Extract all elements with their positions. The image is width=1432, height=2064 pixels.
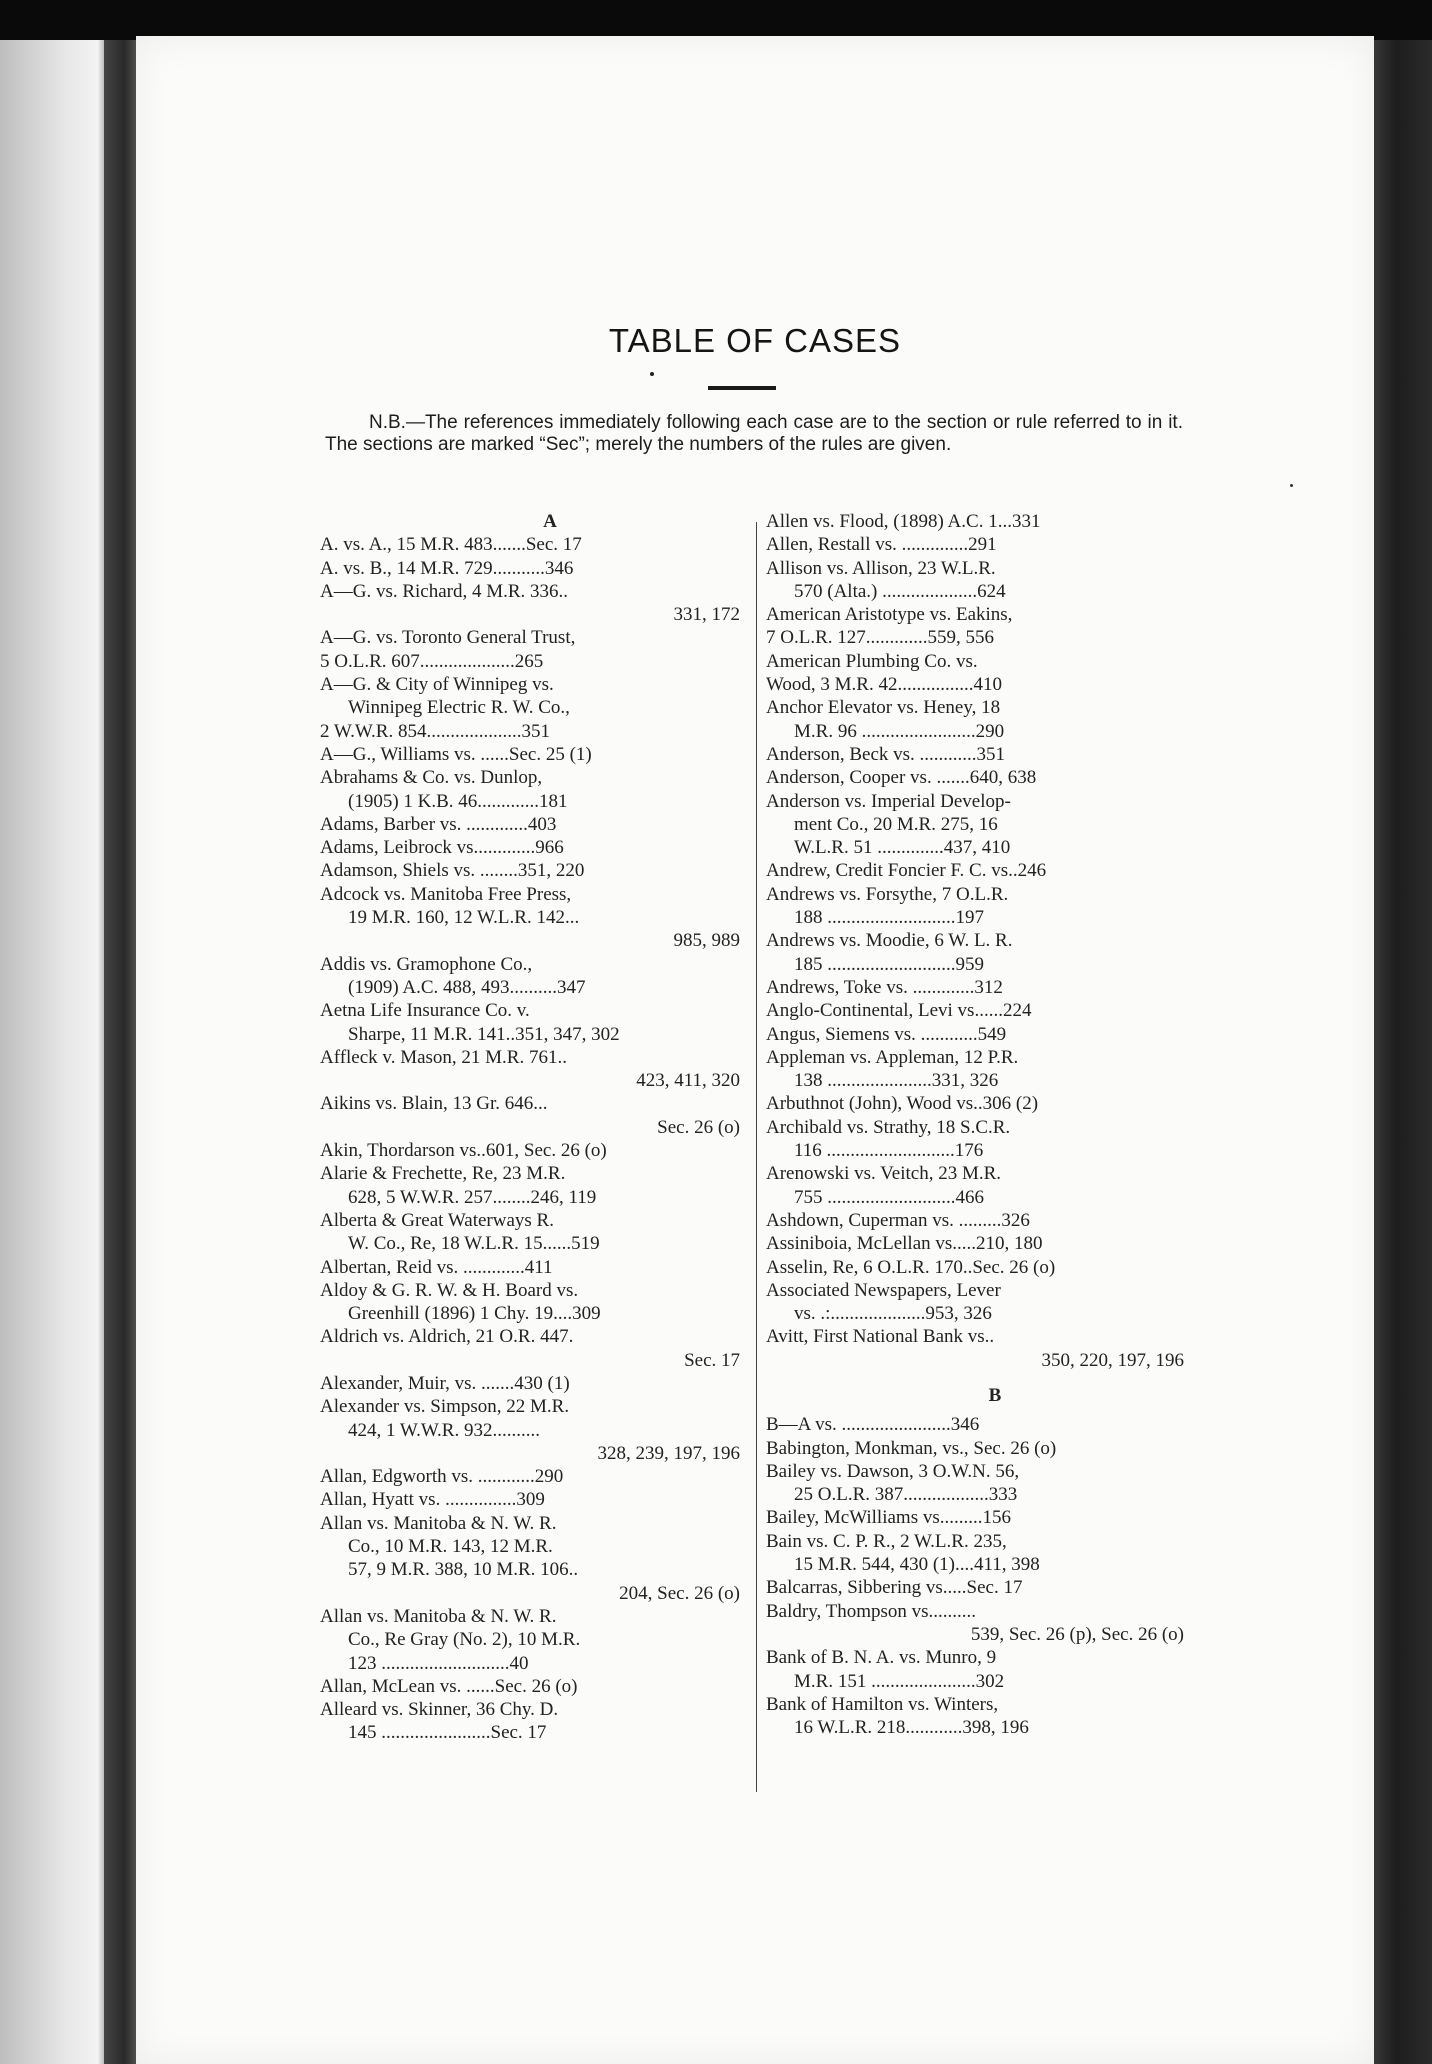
intro-note: N.B.—The references immediately following each case are to the section or rule referred to in it. The sections are marked “Sec”; merely the numbers of the rules are given. (325, 412, 1183, 455)
left-column-entry-line: Aikins vs. Blain, 13 Gr. 646... (320, 1093, 548, 1115)
left-column-entry-line: Greenhill (1896) 1 Chy. 19....309 (348, 1303, 601, 1325)
left-column-entry-line: 123 ...........................40 (348, 1652, 529, 1674)
left-column (320, 510, 740, 1745)
right-column-entry-line: 16 W.L.R. 218............398, 196 (794, 1717, 1029, 1739)
left-column-entry-line: Sec. 17 (684, 1349, 740, 1371)
right-column-entry-line: Allison vs. Allison, 23 W.L.R. (766, 557, 996, 579)
left-column-entry-line: Sharpe, 11 M.R. 141..351, 347, 302 (348, 1023, 620, 1045)
right-column-entry-line: 138 ......................331, 326 (794, 1070, 999, 1092)
scan-speck (1290, 484, 1293, 487)
left-column-entry-line: 2 W.W.R. 854....................351 (320, 720, 550, 742)
right-column-entry-line: Anderson, Beck vs. ............351 (766, 743, 1006, 765)
left-column-entry-line: Aldrich vs. Aldrich, 21 O.R. 447. (320, 1326, 574, 1348)
left-column-entry-line: Adams, Barber vs. .............403 (320, 813, 557, 835)
left-column-entry-line: Allan, Hyatt vs. ...............309 (320, 1489, 545, 1511)
right-column (766, 510, 1184, 1739)
right-column-entry-line: Arbuthnot (John), Wood vs..306 (2) (766, 1093, 1039, 1115)
left-column-entry-line: 19 M.R. 160, 12 W.L.R. 142... (348, 907, 580, 929)
left-column-entry-line: 424, 1 W.W.R. 932.......... (348, 1419, 540, 1441)
left-column-entry-line: Alberta & Great Waterways R. (320, 1209, 554, 1231)
column-divider-rule (756, 522, 757, 1792)
title-underline-rule (708, 386, 776, 390)
right-column-entry-line: Asselin, Re, 6 O.L.R. 170..Sec. 26 (o) (766, 1256, 1056, 1278)
left-column-entry-line: A—G. vs. Toronto General Trust, (320, 627, 576, 649)
left-column-entry-line: 57, 9 M.R. 388, 10 M.R. 106.. (348, 1559, 579, 1581)
right-column-entry-line: Allen, Restall vs. ..............291 (766, 534, 997, 556)
left-column-entry-line: (1905) 1 K.B. 46.............181 (348, 790, 568, 812)
right-column-entry-line: Arenowski vs. Veitch, 23 M.R. (766, 1163, 1002, 1185)
right-column-entry-line: Associated Newspapers, Lever (766, 1279, 1001, 1301)
left-column-entry-line: 204, Sec. 26 (o) (619, 1582, 740, 1604)
left-column-entry-line: Albertan, Reid vs. .............411 (320, 1256, 553, 1278)
right-column-entry-line: Andrews vs. Moodie, 6 W. L. R. (766, 930, 1013, 952)
right-column-entry-line: Anderson vs. Imperial Develop- (766, 790, 1011, 812)
left-column-entry-line: A—G., Williams vs. ......Sec. 25 (1) (320, 743, 592, 765)
left-column-entry-line: Allan, McLean vs. ......Sec. 26 (o) (320, 1675, 578, 1697)
left-column-entry-line: W. Co., Re, 18 W.L.R. 15......519 (348, 1233, 600, 1255)
right-column-entry-line: 570 (Alta.) ....................624 (794, 580, 1006, 602)
right-column-entry-line: 755 ...........................466 (794, 1186, 984, 1208)
left-column-entry-line: A—G. vs. Richard, 4 M.R. 336.. (320, 580, 569, 602)
left-column-entry-line: Allan, Edgworth vs. ............290 (320, 1466, 564, 1488)
adjacent-page-edge (0, 40, 115, 2064)
right-column-entry-line: ment Co., 20 M.R. 275, 16 (794, 813, 998, 835)
right-column-entry-line: Angus, Siemens vs. ............549 (766, 1023, 1007, 1045)
left-column-entry-line: Alarie & Frechette, Re, 23 M.R. (320, 1163, 566, 1185)
left-column-entry-line: Abrahams & Co. vs. Dunlop, (320, 767, 543, 789)
left-column-entry-line: Adamson, Shiels vs. ........351, 220 (320, 860, 585, 882)
right-column-entry-line: Anderson, Cooper vs. .......640, 638 (766, 767, 1037, 789)
left-column-entry-line: A. vs. B., 14 M.R. 729...........346 (320, 557, 574, 579)
right-column-entry-line: Wood, 3 M.R. 42................410 (766, 674, 1002, 696)
right-column-entry-line: Archibald vs. Strathy, 18 S.C.R. (766, 1116, 1011, 1138)
right-column-entry-line: W.L.R. 51 ..............437, 410 (794, 837, 1011, 859)
right-column-entry-line: Bailey, McWilliams vs.........156 (766, 1507, 1011, 1529)
left-column-entry-line: Addis vs. Gramophone Co., (320, 953, 533, 975)
right-column-entry-line: American Plumbing Co. vs. (766, 650, 978, 672)
right-column-entry-line: vs. .:....................953, 326 (794, 1303, 992, 1325)
left-column-entry-line: A—G. & City of Winnipeg vs. (320, 674, 554, 696)
right-column-entry-line: Anglo-Continental, Levi vs......224 (766, 1000, 1032, 1022)
left-column-entry-line: 628, 5 W.W.R. 257........246, 119 (348, 1186, 597, 1208)
right-column-entries-b (766, 1413, 1184, 1739)
right-column-entry-line: Bank of B. N. A. vs. Munro, 9 (766, 1647, 997, 1669)
right-column-entry-line: 539, Sec. 26 (p), Sec. 26 (o) (970, 1623, 1184, 1645)
right-column-entry-line: Baldry, Thompson vs.......... (766, 1600, 977, 1622)
left-column-entry-line: 331, 172 (673, 604, 740, 626)
left-column-entry-line: 985, 989 (673, 930, 740, 952)
right-column-entry-line: 185 ...........................959 (794, 953, 984, 975)
book-page-edges (1372, 40, 1432, 2064)
left-column-entry-line: Allan vs. Manitoba & N. W. R. (320, 1512, 557, 1534)
left-column-entry-line: (1909) A.C. 488, 493..........347 (348, 976, 586, 998)
right-column-entry-line: Ashdown, Cuperman vs. .........326 (766, 1209, 1030, 1231)
right-column-entry-line: 350, 220, 197, 196 (1041, 1349, 1184, 1371)
right-column-entry-line: American Aristotype vs. Eakins, (766, 604, 1013, 626)
right-column-entry-line: M.R. 151 ......................302 (794, 1670, 1005, 1692)
section-letter-a: A (543, 511, 557, 532)
left-column-entry-line: Alleard vs. Skinner, 36 Chy. D. (320, 1699, 559, 1721)
right-column-entries-a (766, 510, 1184, 1372)
left-column-entry-line: Winnipeg Electric R. W. Co., (348, 697, 570, 719)
right-column-entry-line: Assiniboia, McLellan vs.....210, 180 (766, 1233, 1043, 1255)
right-column-entry-line: 25 O.L.R. 387..................333 (794, 1484, 1018, 1506)
right-column-entry-line: Bank of Hamilton vs. Winters, (766, 1693, 999, 1715)
left-column-entry-line: Adams, Leibrock vs.............966 (320, 837, 564, 859)
left-column-entry-line: 328, 239, 197, 196 (597, 1442, 740, 1464)
right-column-entry-line: Appleman vs. Appleman, 12 P.R. (766, 1046, 1019, 1068)
right-column-entry-line: Bailey vs. Dawson, 3 O.W.N. 56, (766, 1460, 1020, 1482)
title-ornament-dot (650, 372, 654, 376)
book-gutter-shadow (104, 40, 138, 2064)
left-column-entry-line: Alexander vs. Simpson, 22 M.R. (320, 1396, 570, 1418)
right-column-entry-line: 188 ...........................197 (794, 907, 984, 929)
left-column-entry-line: 5 O.L.R. 607....................265 (320, 650, 544, 672)
right-column-entry-line: Andrews vs. Forsythe, 7 O.L.R. (766, 883, 1009, 905)
left-column-entries (320, 533, 740, 1744)
right-column-entry-line: Anchor Elevator vs. Heney, 18 (766, 697, 1001, 719)
left-column-entry-line: Alexander, Muir, vs. .......430 (1) (320, 1372, 570, 1394)
right-column-entry-line: M.R. 96 ........................290 (794, 720, 1005, 742)
right-column-entry-line: Andrews, Toke vs. .............312 (766, 976, 1003, 998)
right-column-entry-line: 7 O.L.R. 127.............559, 556 (766, 627, 994, 649)
left-column-entry-line: A. vs. A., 15 M.R. 483.......Sec. 17 (320, 534, 582, 556)
left-column-entry-line: 423, 411, 320 (636, 1070, 740, 1092)
right-column-entry-line: 15 M.R. 544, 430 (1)....411, 398 (794, 1554, 1040, 1576)
left-column-entry-line: 145 .......................Sec. 17 (348, 1722, 547, 1744)
left-column-entry-line: Aetna Life Insurance Co. v. (320, 1000, 530, 1022)
right-column-entry-line: Allen vs. Flood, (1898) A.C. 1...331 (766, 511, 1041, 532)
left-column-entry-line: Akin, Thordarson vs..601, Sec. 26 (o) (320, 1140, 607, 1162)
left-column-entry-line: Affleck v. Mason, 21 M.R. 761.. (320, 1046, 567, 1068)
right-column-entry-line: Bain vs. C. P. R., 2 W.L.R. 235, (766, 1530, 1007, 1552)
right-column-entry-line: Avitt, First National Bank vs.. (766, 1326, 995, 1348)
right-column-entry-line: B—A vs. .......................346 (766, 1414, 980, 1436)
right-column-entry-line: 116 ...........................176 (794, 1140, 984, 1162)
page-title: TABLE OF CASES (608, 322, 902, 359)
right-column-entry-line: Babington, Monkman, vs., Sec. 26 (o) (766, 1437, 1057, 1459)
left-column-entry-line: Allan vs. Manitoba & N. W. R. (320, 1605, 557, 1627)
right-column-entry-line: Balcarras, Sibbering vs.....Sec. 17 (766, 1577, 1023, 1599)
left-column-entry-line: Co., Re Gray (No. 2), 10 M.R. (348, 1629, 581, 1651)
left-column-entry-line: Co., 10 M.R. 143, 12 M.R. (348, 1536, 553, 1558)
section-letter-b: B (988, 1384, 1002, 1406)
right-column-entry-line: Andrew, Credit Foncier F. C. vs..246 (766, 860, 1047, 882)
left-column-entry-line: Sec. 26 (o) (657, 1116, 740, 1138)
left-column-entry-line: Adcock vs. Manitoba Free Press, (320, 883, 572, 905)
left-column-entry-line: Aldoy & G. R. W. & H. Board vs. (320, 1279, 579, 1301)
